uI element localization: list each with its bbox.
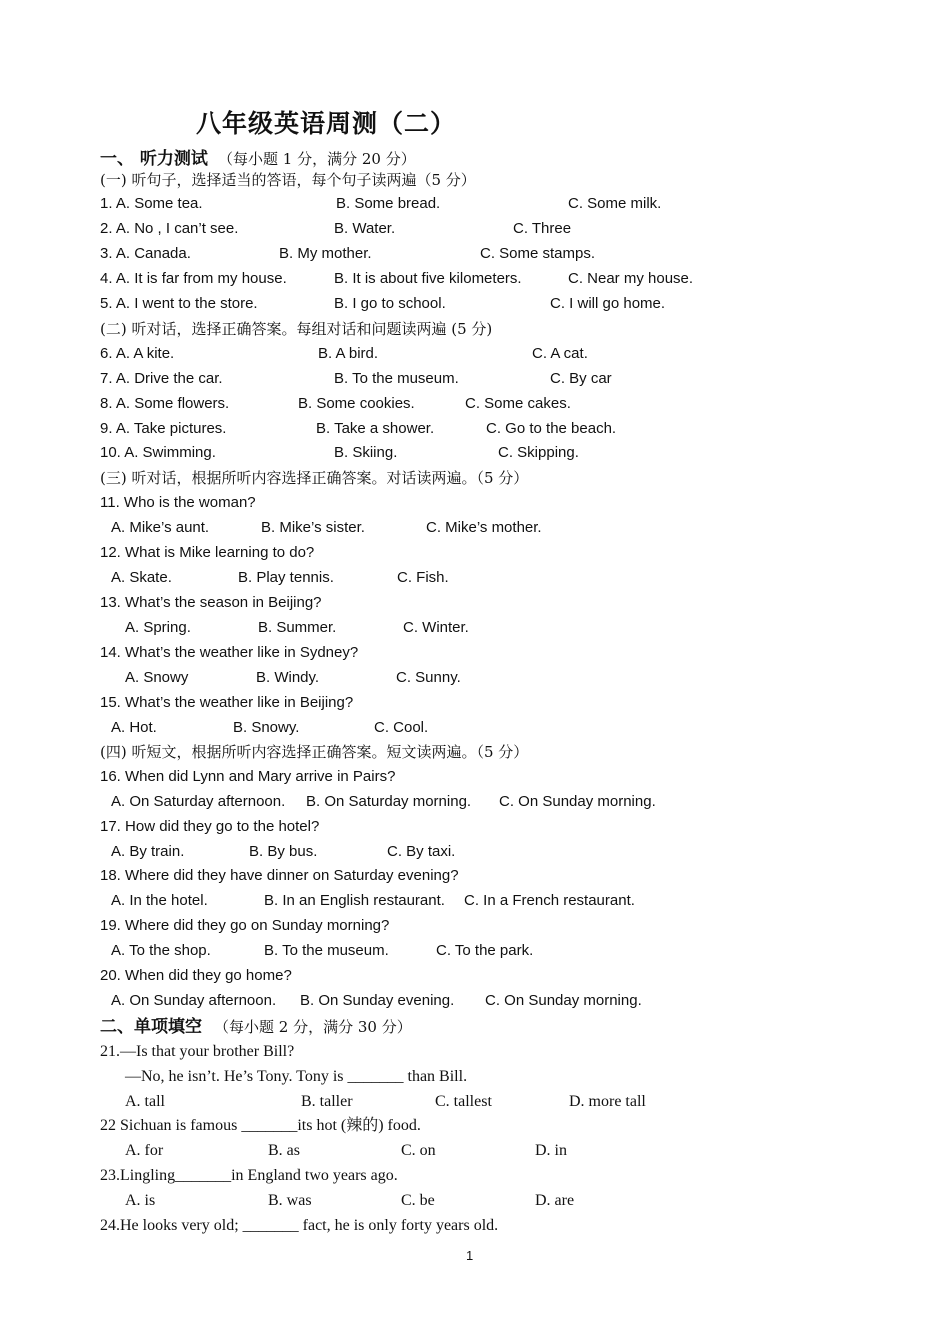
option-a: A. On Sunday afternoon.: [111, 992, 277, 1009]
question-8: [0, 392, 950, 416]
question-21: [0, 1040, 950, 1064]
question-21-reply: [0, 1065, 950, 1089]
option-a: 7. A. Drive the car.: [100, 370, 223, 387]
option-c: C. I will go home.: [550, 295, 666, 312]
option-c: C. Three: [513, 220, 572, 237]
option-b: B. In an English restaurant.: [264, 892, 445, 909]
option-b: B. Play tennis.: [238, 569, 334, 586]
question-22: [0, 1114, 950, 1138]
option-c: C. Mike’s mother.: [426, 519, 542, 536]
option-a: 6. A. A kite.: [100, 345, 175, 362]
question-text: 15. What’s the weather like in Beijing?: [100, 694, 354, 711]
option-a: A. By train.: [111, 843, 185, 860]
option-a: 8. A. Some flowers.: [100, 395, 230, 412]
question-2: [0, 217, 950, 241]
page-number: 1: [466, 1248, 474, 1263]
question-text: 22 Sichuan is famous _______its hot (辣的) food.: [100, 1117, 421, 1134]
option-c: C. Fish.: [397, 569, 449, 586]
instruction-text: (三) 听对话，根据所听内容选择正确答案。对话读两遍。（5 分）: [100, 469, 529, 487]
option-a: 10. A. Swimming.: [100, 444, 216, 461]
option-a: A. In the hotel.: [111, 892, 208, 909]
option-b: B. My mother.: [279, 245, 372, 262]
option-c: C. By car: [550, 370, 612, 387]
question-22-options: [0, 1139, 950, 1163]
option-c: C. tallest: [435, 1093, 492, 1110]
option-c: C. On Sunday morning.: [499, 793, 656, 810]
question-3: [0, 242, 950, 266]
question-17-options: [0, 840, 950, 864]
option-d: D. more tall: [569, 1093, 646, 1110]
section-2-note: （每小题 2 分，满分 30 分）: [214, 1018, 412, 1036]
option-c: C. be: [401, 1192, 435, 1209]
option-c: C. Winter.: [403, 619, 469, 636]
question-20: [0, 964, 950, 988]
option-c: C. Near my house.: [568, 270, 694, 287]
part-3-instruction: [0, 466, 950, 490]
option-a: A. Skate.: [111, 569, 172, 586]
instruction-text: (四) 听短文，根据所听内容选择正确答案。短文读两遍。（5 分）: [100, 743, 529, 761]
question-18: [0, 864, 950, 888]
option-b: B. It is about five kilometers.: [334, 270, 522, 287]
instruction-text: (一) 听句子，选择适当的答语，每个句子读两遍（5 分）: [100, 171, 476, 189]
question-4: [0, 267, 950, 291]
question-21-options: [0, 1090, 950, 1114]
option-b: B. Snowy.: [233, 719, 300, 736]
option-c: C. A cat.: [532, 345, 588, 362]
option-b: B. Some cookies.: [298, 395, 415, 412]
option-a: A. is: [125, 1192, 156, 1209]
question-text: 16. When did Lynn and Mary arrive in Pairs?: [100, 768, 396, 785]
option-a: 4. A. It is far from my house.: [100, 270, 287, 287]
question-text: —No, he isn’t. He’s Tony. Tony is _______ than Bill.: [125, 1068, 468, 1085]
option-a: 2. A. No , I can’t see.: [100, 220, 239, 237]
option-b: B. Windy.: [256, 669, 320, 686]
question-9: [0, 417, 950, 441]
option-b: B. A bird.: [318, 345, 379, 362]
option-a: 3. A. Canada.: [100, 245, 191, 262]
question-text: 23.Lingling_______in England two years ago.: [100, 1167, 398, 1184]
question-19: [0, 914, 950, 938]
question-13: [0, 591, 950, 615]
option-c: C. Some cakes.: [465, 395, 571, 412]
option-b: B. was: [268, 1192, 312, 1209]
option-a: A. To the shop.: [111, 942, 211, 959]
option-b: B. Skiing.: [334, 444, 398, 461]
question-text: 21.—Is that your brother Bill?: [100, 1043, 295, 1060]
option-a: A. On Saturday afternoon.: [111, 793, 286, 810]
question-text: 20. When did they go home?: [100, 967, 292, 984]
option-a: A. for: [125, 1142, 164, 1159]
part-1-instruction: [0, 168, 950, 192]
question-17: [0, 815, 950, 839]
question-15: [0, 691, 950, 715]
page-title: 八年级英语周测（二）: [196, 109, 457, 138]
option-b: B. To the museum.: [334, 370, 459, 387]
question-text: 12. What is Mike learning to do?: [100, 544, 315, 561]
question-16: [0, 765, 950, 789]
option-b: B. Take a shower.: [316, 420, 435, 437]
question-12: [0, 541, 950, 565]
question-23: [0, 1164, 950, 1188]
question-23-options: [0, 1189, 950, 1213]
question-15-options: [0, 716, 950, 740]
question-6: [0, 342, 950, 366]
question-24: [0, 1214, 950, 1238]
option-a: 9. A. Take pictures.: [100, 420, 227, 437]
question-text: 11. Who is the woman?: [100, 494, 256, 511]
question-14: [0, 641, 950, 665]
option-c: C. In a French restaurant.: [464, 892, 635, 909]
question-18-options: [0, 889, 950, 913]
part-2-instruction: [0, 317, 950, 341]
option-b: B. To the museum.: [264, 942, 389, 959]
section-2-title: 二、单项填空: [100, 1017, 202, 1037]
option-b: B. Mike’s sister.: [261, 519, 365, 536]
section-2-heading: [0, 1015, 950, 1039]
option-a: 1. A. Some tea.: [100, 195, 203, 212]
question-12-options: [0, 566, 950, 590]
question-16-options: [0, 790, 950, 814]
question-text: 19. Where did they go on Sunday morning?: [100, 917, 390, 934]
option-c: C. Some milk.: [568, 195, 662, 212]
option-b: B. By bus.: [249, 843, 318, 860]
question-19-options: [0, 939, 950, 963]
option-b: B. Some bread.: [336, 195, 441, 212]
question-20-options: [0, 989, 950, 1013]
option-d: D. are: [535, 1192, 575, 1209]
question-7: [0, 367, 950, 391]
option-b: B. Summer.: [258, 619, 337, 636]
part-4-instruction: [0, 740, 950, 764]
question-text: 18. Where did they have dinner on Saturday evening?: [100, 867, 459, 884]
section-1-title: 一、 听力测试: [100, 149, 208, 169]
section-1-note: （每小题 1 分，满分 20 分）: [218, 150, 416, 168]
option-c: C. To the park.: [436, 942, 534, 959]
option-c: C. on: [401, 1142, 436, 1159]
question-text: 24.He looks very old; _______ fact, he is only forty years old.: [100, 1217, 499, 1234]
option-b: B. On Sunday evening.: [300, 992, 455, 1009]
option-b: B. Water.: [334, 220, 396, 237]
option-d: D. in: [535, 1142, 567, 1159]
option-b: B. I go to school.: [334, 295, 446, 312]
question-text: 17. How did they go to the hotel?: [100, 818, 320, 835]
instruction-text: (二) 听对话，选择正确答案。每组对话和问题读两遍 (5 分): [100, 320, 493, 338]
question-11-options: [0, 516, 950, 540]
option-a: A. Snowy: [125, 669, 189, 686]
question-text: 14. What’s the weather like in Sydney?: [100, 644, 359, 661]
question-text: 13. What’s the season in Beijing?: [100, 594, 322, 611]
question-14-options: [0, 666, 950, 690]
question-11: [0, 491, 950, 515]
option-b: B. On Saturday morning.: [306, 793, 472, 810]
question-10: [0, 441, 950, 465]
option-b: B. taller: [301, 1093, 353, 1110]
option-c: C. Some stamps.: [480, 245, 596, 262]
question-13-options: [0, 616, 950, 640]
option-a: 5. A. I went to the store.: [100, 295, 258, 312]
question-1: [0, 192, 950, 216]
option-c: C. Cool.: [374, 719, 429, 736]
question-5: [0, 292, 950, 316]
option-c: C. Sunny.: [396, 669, 461, 686]
option-c: C. Skipping.: [498, 444, 579, 461]
option-c: C. Go to the beach.: [486, 420, 617, 437]
option-b: B. as: [268, 1142, 300, 1159]
option-a: A. tall: [125, 1093, 165, 1110]
option-c: C. By taxi.: [387, 843, 456, 860]
option-a: A. Spring.: [125, 619, 191, 636]
option-a: A. Mike’s aunt.: [111, 519, 210, 536]
option-a: A. Hot.: [111, 719, 157, 736]
option-c: C. On Sunday morning.: [485, 992, 642, 1009]
